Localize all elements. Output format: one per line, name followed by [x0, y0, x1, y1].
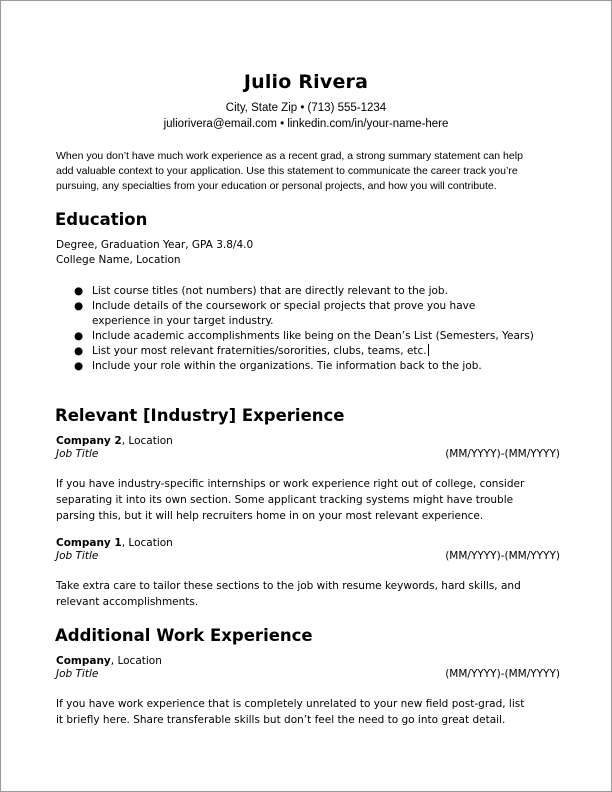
job-description: If you have industry-specific internships or work experience right out of college, consider separating it into its own section. Some applicant tracking systems might have trouble parsing this, but it will help recruiters home in on your most relevant experience.: [56, 478, 525, 522]
summary-line: pursuing, any specialties from your education or personal projects, and how you will contribute.: [56, 180, 497, 192]
job-company-line: [56, 537, 560, 549]
job-company-line: [56, 655, 560, 667]
list-item: ● Include academic accomplishments like being on the Dean’s List (Semesters, Years): [74, 330, 534, 342]
bullet-icon: ●: [74, 285, 84, 297]
job-title: Job Title: [56, 448, 99, 460]
job-title: Job Title: [56, 550, 99, 562]
text-cursor: [428, 344, 429, 356]
contact-line-email-linkedin: juliorivera@email.com • linkedin.com/in/your-name-here: [163, 118, 449, 130]
job-title-line: [56, 668, 560, 680]
job-title-line: [56, 448, 560, 460]
education-bullet-list: [56, 284, 566, 374]
company-name: Company 2: [56, 435, 122, 447]
job-dates: (MM/YYYY)-(MM/YYYY): [445, 668, 560, 680]
list-item: ● Include details of the coursework or special projects that prove you have experience in your target industry.: [74, 300, 476, 327]
education-degree: Degree, Graduation Year, GPA 3.8/4.0: [56, 239, 254, 251]
job-title: Job Title: [56, 668, 99, 680]
education-college: College Name, Location: [56, 254, 181, 266]
bullet-icon: ●: [74, 360, 84, 372]
summary-line: add valuable context to your application. Use this statement to communicate the career track you’re: [56, 165, 518, 177]
job-dates: (MM/YYYY)-(MM/YYYY): [445, 550, 560, 562]
company-location: , Location: [110, 655, 162, 667]
job-description: If you have work experience that is completely unrelated to your new field post-grad, list it briefly here. Share transferable skills but don’t feel the need to go into great detail.: [56, 698, 525, 726]
job-company-line: [56, 435, 560, 447]
candidate-name: Julio Rivera: [243, 71, 369, 93]
list-item: ● Include your role within the organizations. Tie information back to the job.: [74, 360, 482, 372]
company-location: , Location: [121, 435, 173, 447]
summary-statement: [56, 149, 556, 194]
bullet-icon: ●: [74, 330, 84, 342]
list-item: ● List your most relevant fraternities/sororities, clubs, teams, etc.: [74, 345, 427, 357]
job-dates: (MM/YYYY)-(MM/YYYY): [445, 448, 560, 460]
section-heading-education: Education: [55, 210, 148, 229]
list-item: ● List course titles (not numbers) that are directly relevant to the job.: [74, 285, 448, 297]
summary-line: When you don’t have much work experience as a recent grad, a strong summary statement can help: [56, 150, 523, 162]
contact-line-address-phone: City, State Zip • (713) 555-1234: [225, 102, 387, 114]
company-name: Company 1: [56, 537, 122, 549]
company-name: Company: [56, 655, 111, 667]
job-title-line: [56, 550, 560, 562]
section-heading-additional-experience: Additional Work Experience: [55, 626, 313, 645]
company-location: , Location: [121, 537, 173, 549]
bullet-icon: ●: [74, 300, 84, 312]
bullet-icon: ●: [74, 345, 84, 357]
section-heading-relevant-experience: Relevant [Industry] Experience: [55, 406, 345, 425]
job-description: Take extra care to tailor these sections to the job with resume keywords, hard skills, and relevant accomplishments.: [56, 580, 521, 608]
